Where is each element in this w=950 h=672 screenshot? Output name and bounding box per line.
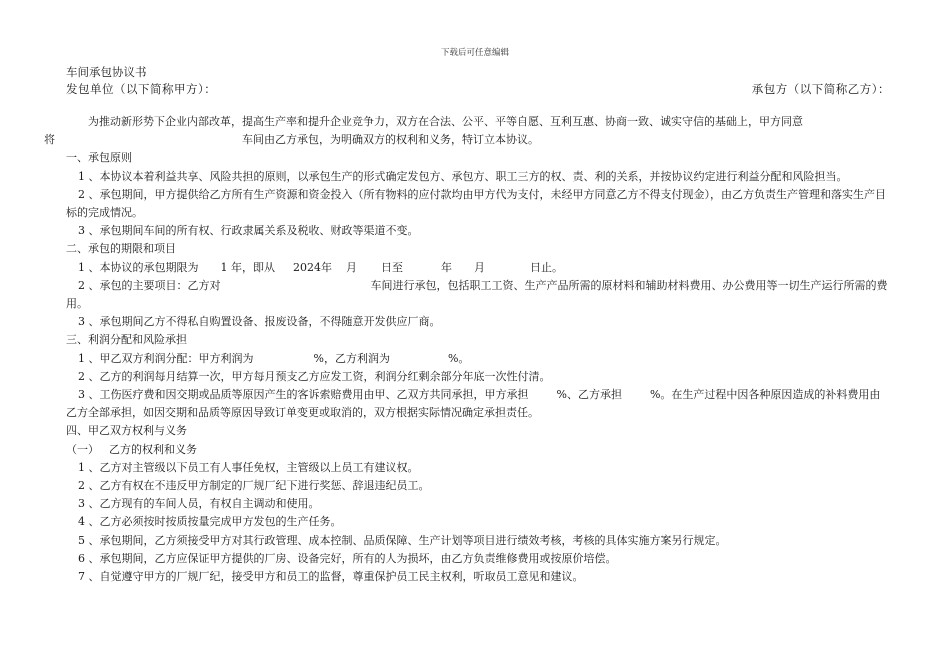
risk-text-a: 3 、工伤医疗费和因交期或品质等原因产生的客诉索赔费用由甲、乙双方共同承担，甲方承担 — [78, 388, 529, 402]
start-year: 2024年 — [293, 260, 332, 274]
risk-text-b: %、乙方承担 — [556, 388, 622, 402]
profit-label: 1 、甲乙双方利润分配：甲方利润为 — [78, 351, 254, 365]
section-4-item: 7 、自觉遵守甲方的厂规厂纪，接受甲方和员工的监督，尊重保护员工民主权利，听取员工意见和建议。 — [78, 570, 584, 584]
section-2-item-3: 3 、承包期间乙方不得私自购置设备、报废设备，不得随意开发供应厂商。 — [78, 315, 441, 329]
party-b-label: 承包方（以下简称乙方）： — [751, 82, 890, 96]
intro-paragraph — [44, 113, 888, 149]
risk-text-c: %。在生产过程中因各种原因造成的补料费用由乙方全部承担，如因交期和品质等原因导致订单变更或取消的，双方根据实际情况确定承担责任。 — [66, 388, 881, 420]
start-month: 月 — [346, 260, 357, 274]
section-4-heading: 四、甲乙双方权利与义务 — [66, 424, 187, 438]
profit-b-label: %，乙方利润为 — [313, 351, 390, 365]
subsection-title: 乙方的权利和义务 — [109, 442, 197, 456]
party-row — [66, 81, 890, 97]
section-3-heading: 三、利润分配和风险承担 — [66, 333, 187, 347]
project-label: 2 、承包的主要项目：乙方对 — [78, 278, 221, 292]
section-4-item: 2 、乙方有权在不违反甲方制定的厂规厂纪下进行奖惩、辞退违纪员工。 — [78, 479, 430, 493]
section-4-subheading — [66, 441, 888, 459]
section-4-item: 3 、乙方现有的车间人员，有权自主调动和使用。 — [78, 497, 320, 511]
section-3-item-1 — [66, 350, 888, 368]
section-3-item-3 — [66, 386, 888, 422]
start-day: 日至 — [381, 260, 403, 274]
project-text: 车间进行承包，包括职工工资、生产产品所需的原材料和辅助材料费用、办公费用等一切生产运行所需的费用。 — [66, 278, 888, 311]
section-2-heading: 二、承包的期限和项目 — [66, 242, 176, 256]
profit-end: %。 — [447, 351, 470, 365]
party-a-label: 发包单位（以下简称甲方）： — [66, 82, 217, 96]
section-1-item: 3 、承包期间车间的所有权、行政隶属关系及税收、财政等渠道不变。 — [78, 224, 419, 238]
section-4-item: 1 、乙方对主管级以下员工有人事任免权，主管级以上员工有建议权。 — [78, 460, 419, 474]
intro-word-jiang: 将 — [44, 133, 55, 147]
section-1-item: 1 、本协议本着利益共享、风险共担的原则，以承包生产的形式确定发包方、承包方、职工三方的权、责、利的关系，并按协议约定进行利益分配和风险担当。 — [78, 169, 848, 183]
section-1-item: 2 、承包期间，甲方提供给乙方所有生产资源和资金投入（所有物料的应付款均由甲方代为支付，未经甲方同意乙方不得支付现金），由乙方负责生产管理和落实生产目标的完成情况。 — [66, 187, 886, 220]
subsection-number: （一） — [66, 442, 99, 456]
end-year: 年 — [441, 260, 452, 274]
end-month: 月 — [474, 260, 485, 274]
header-note: 下载后可任意编辑 — [440, 48, 509, 58]
section-3-item-2: 2 、乙方的利润每月结算一次，甲方每月预支乙方应发工资，利润分红剩余部分年底一次性付清。 — [78, 369, 551, 383]
section-2-item-1 — [66, 259, 888, 277]
document-body — [44, 113, 888, 586]
section-4-item: 6 、承包期间，乙方应保证甲方提供的厂房、设备完好，所有的人为损坏，由乙方负责维修费用或按原价培偿。 — [78, 551, 617, 565]
section-1-heading: 一、承包原则 — [66, 151, 132, 165]
intro-line-b: 车间由乙方承包，为明确双方的权利和义务，特订立本协议。 — [242, 133, 539, 147]
intro-line-a: 为推动新形势下企业内部改革，提高生产率和提升企业竞争力，双方在合法、公平、平等自愿、互利互惠、协商一致、诚实守信的基础上，甲方同意 — [88, 115, 803, 128]
section-4-item: 5 、承包期间，乙方须接受甲方对其行政管理、成本控制、品质保障、生产计划等项目进行绩效考核，考核的具体实施方案另行规定。 — [78, 533, 727, 547]
document-title: 车间承包协议书 — [66, 65, 147, 79]
section-2-item-2 — [66, 277, 888, 313]
end-day: 日止。 — [530, 260, 563, 274]
term-label: 1 、本协议的承包期限为 — [78, 260, 199, 274]
term-years: 1 年，即从 — [220, 260, 275, 274]
section-4-item: 4 、乙方必须按时按质按量完成甲方发包的生产任务。 — [78, 515, 342, 529]
